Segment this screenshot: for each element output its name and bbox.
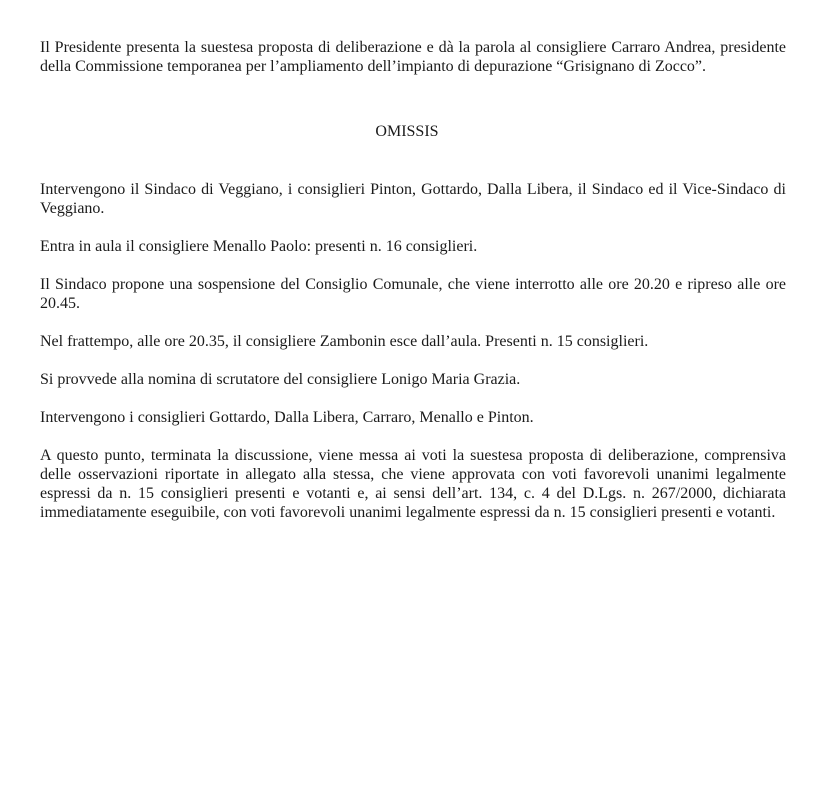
omissis-heading: OMISSIS	[375, 123, 439, 140]
paragraph-suspension: Il Sindaco propone una sospensione del Consiglio Comunale, che viene interrotto alle ore 20.20 e ripreso alle ore 20.45.	[40, 276, 786, 312]
paragraph-menallo-entry: Entra in aula il consigliere Menallo Paolo: presenti n. 16 consiglieri.	[40, 238, 478, 255]
intro-paragraph: Il Presidente presenta la suestesa proposta di deliberazione e dà la parola al consigliere Carraro Andrea, presidente della Commissione temporanea per l’ampliamento dell’impianto di depurazione “Grisignano di Zocco”.	[40, 39, 786, 75]
paragraph-zambonin-exit: Nel frattempo, alle ore 20.35, il consigliere Zambonin esce dall’aula. Presenti n. 15 consiglieri.	[40, 333, 649, 350]
paragraph-interventions-consiglieri: Intervengono i consiglieri Gottardo, Dalla Libera, Carraro, Menallo e Pinton.	[40, 409, 534, 426]
paragraph-vote-result: A questo punto, terminata la discussione, viene messa ai voti la suestesa proposta di deliberazione, comprensiva delle osservazioni riportate in allegato alla stessa, che viene approvata con voti favorevoli unanimi legalmente espressi da n. 15 consiglieri presenti e votanti e, ai sensi dell’art. 134, c. 4 del D.Lgs. n. 267/2000, dichiarata immediatamente eseguibile, con voti favorevoli unanimi legalmente espressi da n. 15 consiglieri presenti e votanti.	[40, 447, 786, 521]
document-page	[40, 38, 786, 522]
paragraph-interventions-sindaco: Intervengono il Sindaco di Veggiano, i consiglieri Pinton, Gottardo, Dalla Libera, il Sindaco ed il Vice-Sindaco di Veggiano.	[40, 181, 786, 217]
paragraph-scrutatore: Si provvede alla nomina di scrutatore del consigliere Lonigo Maria Grazia.	[40, 371, 521, 388]
